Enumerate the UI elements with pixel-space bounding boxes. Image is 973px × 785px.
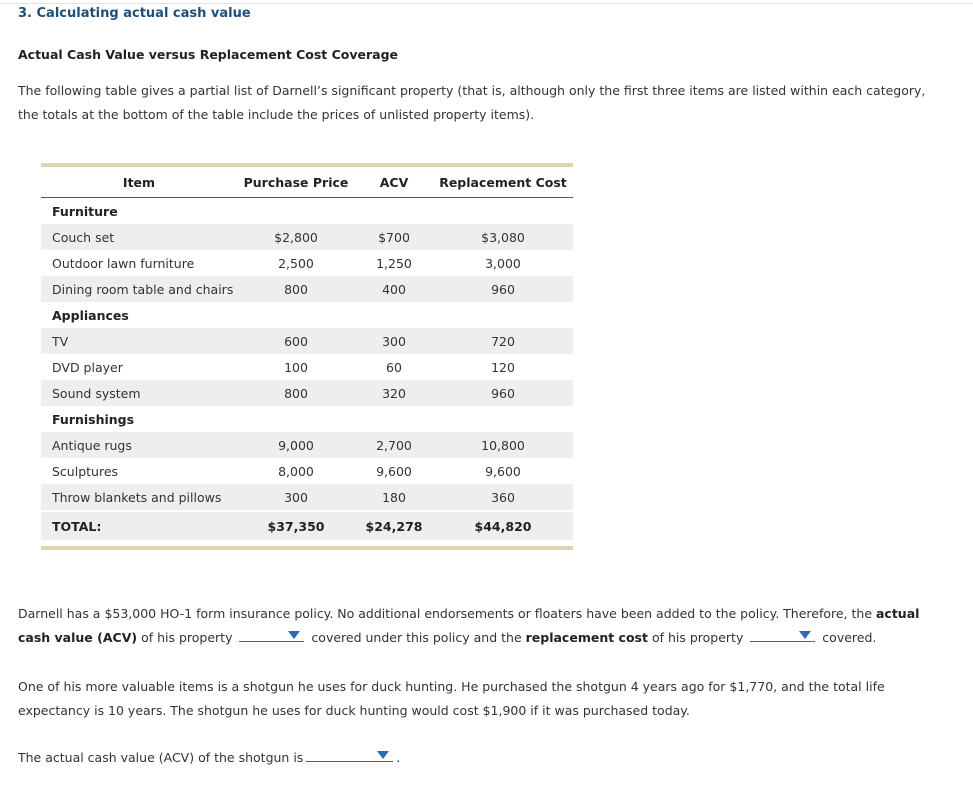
question-title: 3. Calculating actual cash value bbox=[18, 6, 251, 21]
replacement-coverage-dropdown[interactable] bbox=[750, 627, 815, 642]
replacement-cost: 960 bbox=[433, 380, 573, 406]
total-purchase-price: $37,350 bbox=[237, 512, 355, 540]
property-table bbox=[41, 163, 573, 550]
replacement-cost-term: replacement cost bbox=[525, 630, 648, 645]
policy-text: Darnell has a $53,000 HO-1 form insurance policy. No additional endorsements or floaters have been added to the policy. Therefore, the bbox=[18, 606, 876, 621]
acv-value: 300 bbox=[355, 328, 433, 354]
purchase-price: 100 bbox=[284, 359, 308, 375]
acv-value: 1,250 bbox=[376, 255, 412, 271]
acv-question-text: The actual cash value (ACV) of the shotgun is bbox=[18, 750, 304, 765]
purchase-price: 800 bbox=[237, 380, 355, 406]
item-name: Sculptures bbox=[52, 463, 119, 479]
table-row bbox=[41, 276, 573, 302]
purchase-price: $2,800 bbox=[237, 224, 355, 250]
acv-value: $700 bbox=[355, 224, 433, 250]
replacement-cost: $3,080 bbox=[433, 224, 573, 250]
replacement-cost: 120 bbox=[491, 359, 515, 375]
replacement-cost: 720 bbox=[433, 328, 573, 354]
acv-value: 9,600 bbox=[376, 463, 412, 479]
category-label: Furnishings bbox=[52, 411, 135, 427]
dropdown-arrow-icon bbox=[288, 631, 300, 639]
item-name: Outdoor lawn furniture bbox=[52, 255, 195, 271]
acv-value: 400 bbox=[355, 276, 433, 302]
acv-term: actual cash value (ACV) bbox=[18, 606, 920, 645]
purchase-price: 2,500 bbox=[278, 255, 314, 271]
acv-coverage-dropdown[interactable] bbox=[239, 627, 304, 642]
item-name: Sound system bbox=[41, 380, 237, 406]
section-heading: Actual Cash Value versus Replacement Cost Coverage bbox=[18, 47, 399, 62]
purchase-price: 8,000 bbox=[278, 463, 314, 479]
policy-text: of his property bbox=[137, 630, 237, 645]
category-label: Furniture bbox=[52, 203, 118, 219]
policy-text: of his property bbox=[647, 630, 748, 645]
total-label: TOTAL: bbox=[41, 512, 237, 540]
policy-text: covered under this policy and the bbox=[307, 630, 526, 645]
purchase-price: 800 bbox=[237, 276, 355, 302]
header-purchase-price: Purchase Price bbox=[243, 174, 349, 190]
dropdown-arrow-icon bbox=[377, 751, 389, 759]
category-row bbox=[41, 406, 573, 432]
policy-text: covered. bbox=[818, 630, 877, 645]
replacement-cost: 10,800 bbox=[433, 432, 573, 458]
table-row bbox=[41, 432, 573, 458]
purchase-price: 9,000 bbox=[237, 432, 355, 458]
replacement-cost: 960 bbox=[433, 276, 573, 302]
item-name: Couch set bbox=[41, 224, 237, 250]
category-row bbox=[41, 198, 573, 225]
top-divider bbox=[0, 3, 973, 4]
item-name: Antique rugs bbox=[41, 432, 237, 458]
header-acv: ACV bbox=[379, 174, 409, 190]
acv-value: 2,700 bbox=[355, 432, 433, 458]
intro-paragraph: The following table gives a partial list of Darnell’s significant property (that is, although only the first three items are listed within each category, the totals at the bottom of the table include the prices of unlisted property items). bbox=[18, 83, 926, 122]
table-row bbox=[41, 354, 573, 380]
acv-value: 60 bbox=[386, 359, 402, 375]
table-header-row bbox=[41, 167, 573, 198]
replacement-cost: 9,600 bbox=[485, 463, 521, 479]
replacement-cost: 360 bbox=[433, 484, 573, 510]
total-acv: $24,278 bbox=[355, 512, 433, 540]
acv-question-period: . bbox=[396, 750, 401, 765]
shotgun-acv-dropdown[interactable] bbox=[306, 747, 393, 762]
policy-paragraph bbox=[18, 602, 933, 650]
table-row bbox=[41, 224, 573, 250]
category-row bbox=[41, 302, 573, 328]
table-bottom-rule bbox=[41, 546, 573, 550]
item-name: TV bbox=[41, 328, 237, 354]
acv-question bbox=[18, 746, 933, 770]
item-name: Dining room table and chairs bbox=[41, 276, 237, 302]
replacement-cost: 3,000 bbox=[485, 255, 521, 271]
total-replacement-cost: $44,820 bbox=[433, 512, 573, 540]
table-row bbox=[41, 484, 573, 510]
table-row bbox=[41, 380, 573, 406]
category-label: Appliances bbox=[52, 307, 129, 323]
item-name: DVD player bbox=[52, 359, 123, 375]
header-replacement-cost: Replacement Cost bbox=[439, 174, 567, 190]
dropdown-arrow-icon bbox=[799, 631, 811, 639]
table-row bbox=[41, 328, 573, 354]
shotgun-paragraph: One of his more valuable items is a shotgun he uses for duck hunting. He purchased the shotgun 4 years ago for $1,770, and the total life expectancy is 10 years. The shotgun he uses for duck hunting would cost $1,900 if it was purchased today. bbox=[18, 679, 885, 718]
purchase-price: 600 bbox=[237, 328, 355, 354]
item-name: Throw blankets and pillows bbox=[41, 484, 237, 510]
table-row bbox=[41, 458, 573, 484]
purchase-price: 300 bbox=[237, 484, 355, 510]
acv-value: 320 bbox=[355, 380, 433, 406]
acv-value: 180 bbox=[355, 484, 433, 510]
total-row bbox=[41, 512, 573, 540]
header-item: Item bbox=[122, 174, 156, 190]
table-row bbox=[41, 250, 573, 276]
